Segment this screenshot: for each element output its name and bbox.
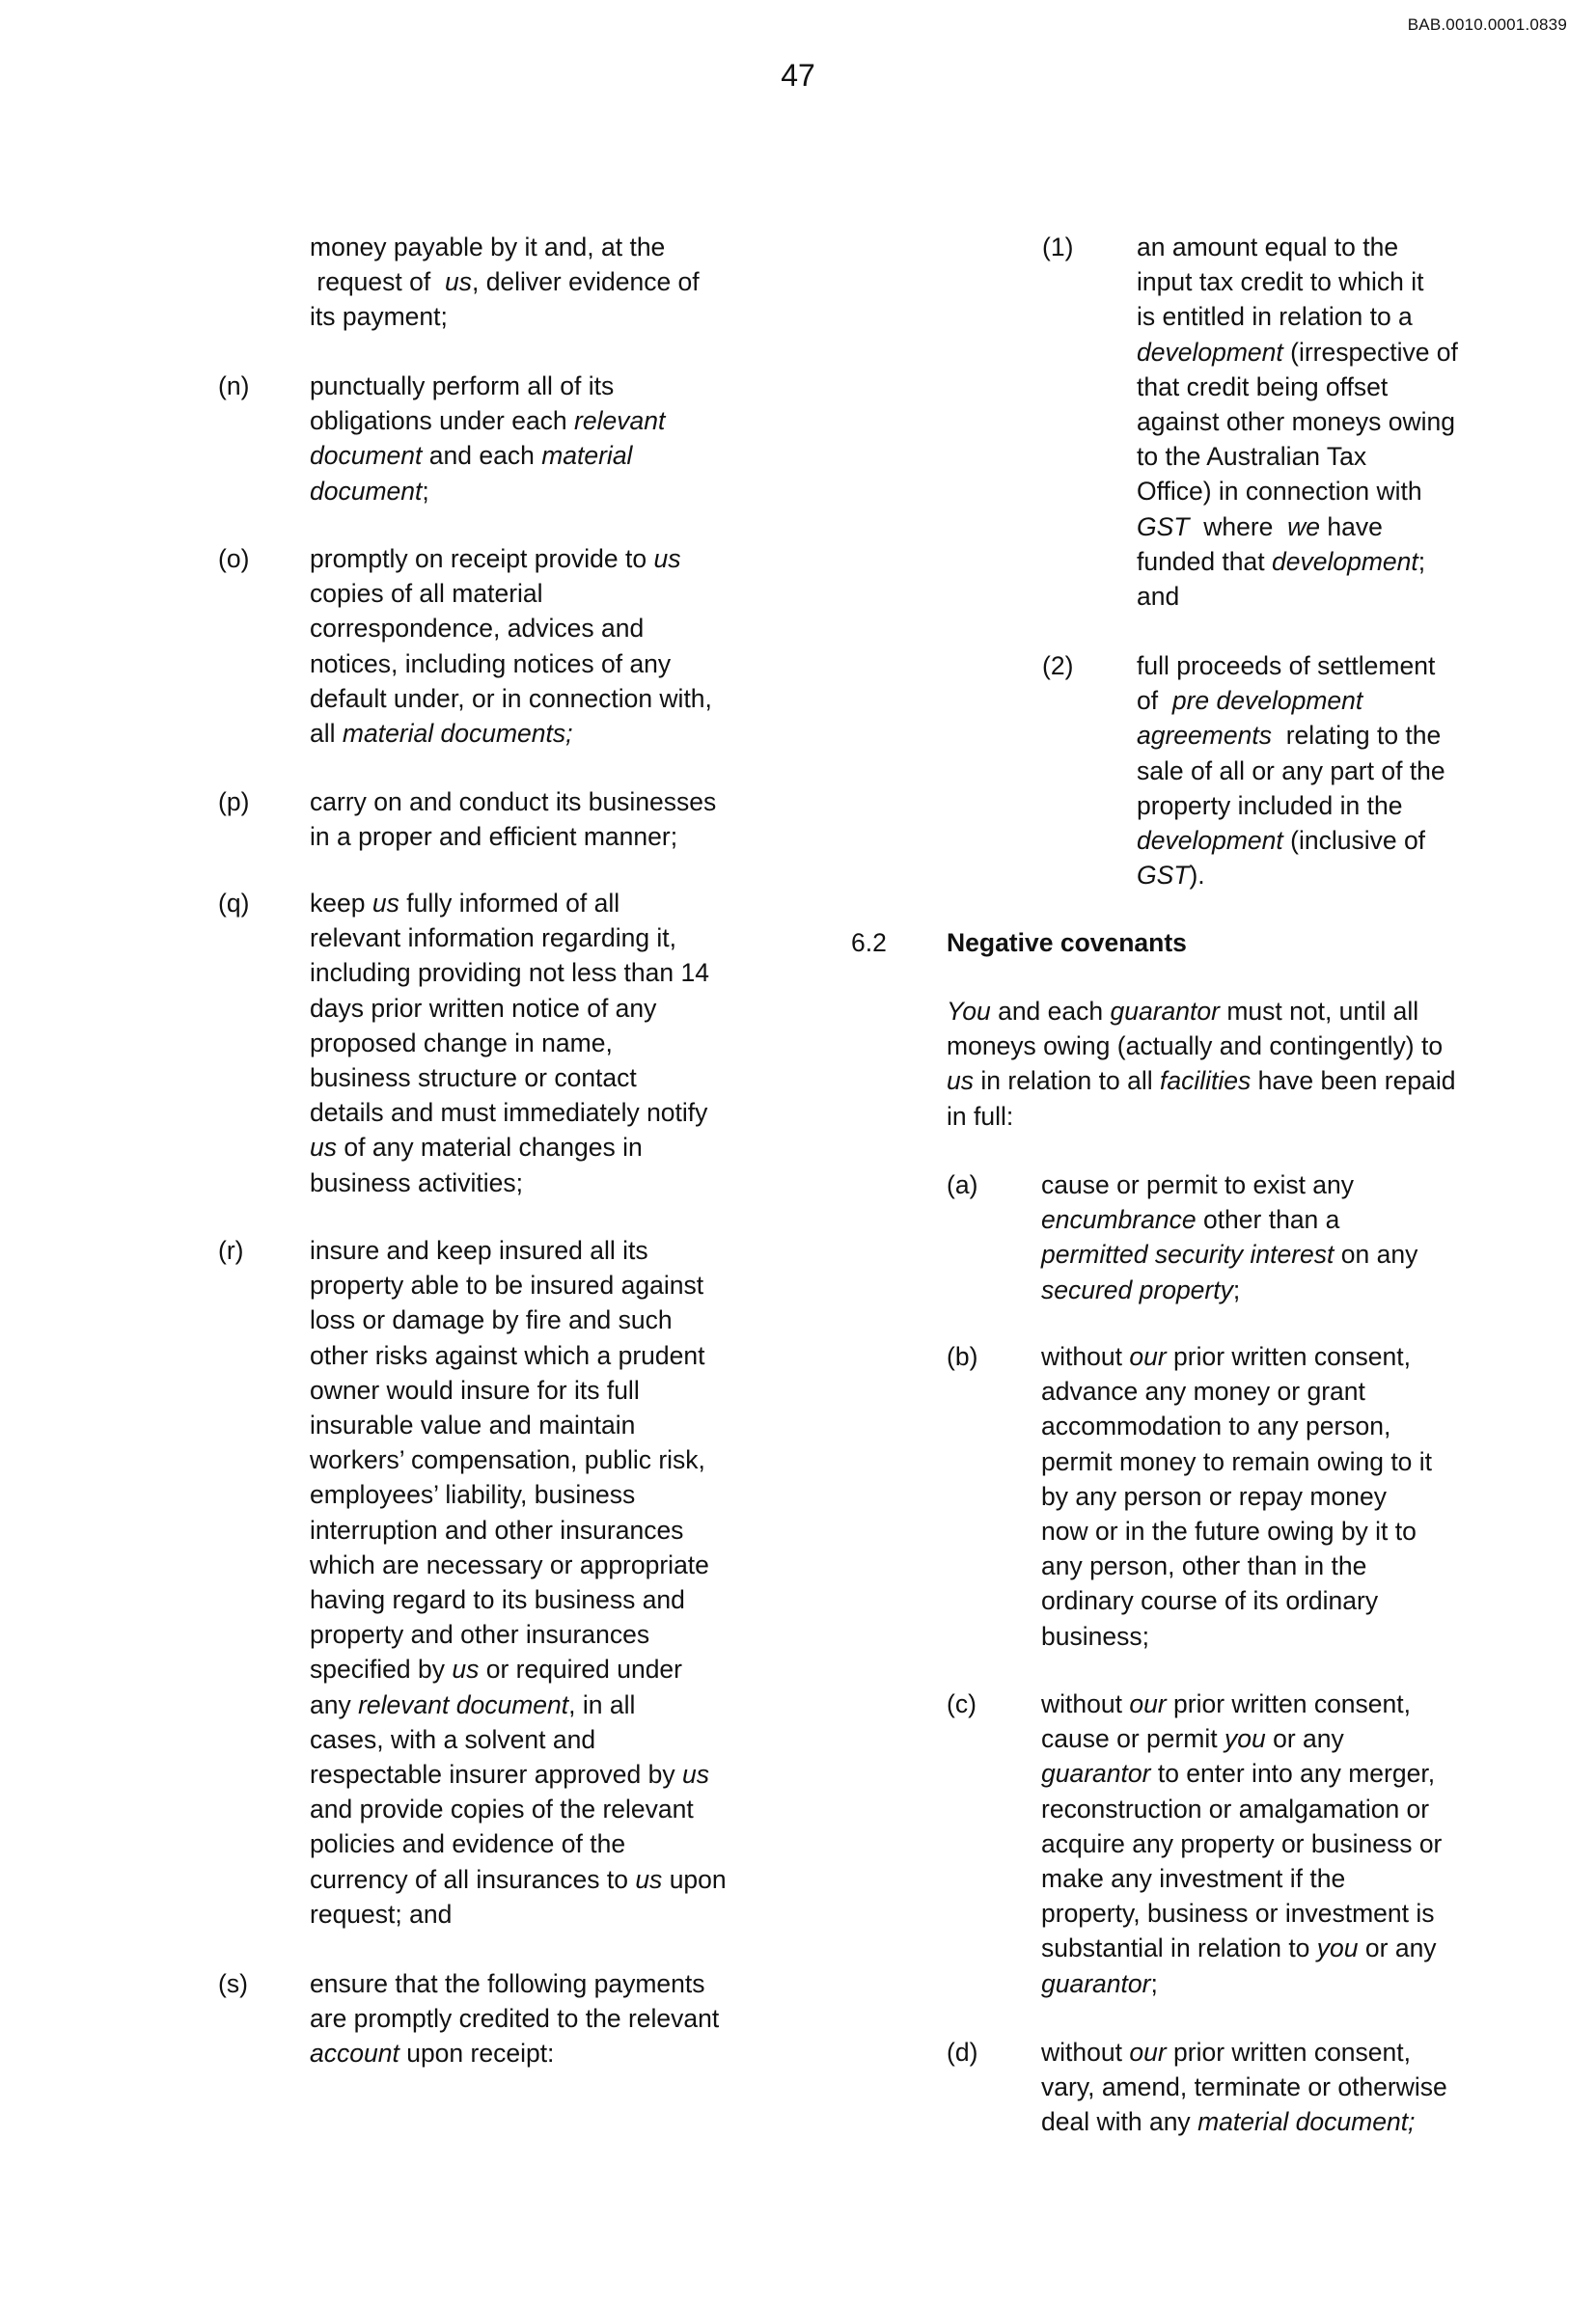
document-id: BAB.0010.0001.0839 xyxy=(1407,15,1567,34)
item-label: (q) xyxy=(218,889,250,918)
item-label: (1) xyxy=(1042,233,1074,261)
item-label: (p) xyxy=(218,787,250,816)
item-text: without our prior written consent, advance any money or grant accommodation to any person, permit money to remain owing to it by any person or repay money now or in the future owing by it to any person, other than in the ordinary course of its ordinary business; xyxy=(1041,1342,1433,1651)
item-label: (d) xyxy=(947,2038,978,2067)
item-label: (2) xyxy=(1042,651,1074,680)
item-text: without our prior written consent, cause or permit you or any guarantor to enter into any merger, reconstruction or amalgamation or acquire any property or business or make any investment if the property, business or investment is substantial in relation to you or any guarantor; xyxy=(1041,1689,1443,1998)
section-intro: You and each guarantor must not, until all moneys owing (actually and contingently) to us in relation to all facilities have been repaid in full: xyxy=(947,997,1456,1131)
item-text: ensure that the following payments are promptly credited to the relevant account upon receipt: xyxy=(310,1969,720,2069)
item-text: an amount equal to the input tax credit to which it is entitled in relation to a development (irrespective of that credit being offset against other moneys owing to the Australian Tax Office) in connection with GST where we have funded that development; and xyxy=(1137,233,1458,612)
page-number: 47 xyxy=(781,58,815,93)
item-label: (a) xyxy=(947,1170,978,1199)
section-heading: Negative covenants xyxy=(947,928,1187,957)
item-text: insure and keep insured all its property able to be insured against loss or damage by fire and such other risks against which a prudent owner would insure for its full insurable value and maintain workers’ compensation, public risk, employees’ liability, business interruption and other insurances which are necessary or appropriate having regard to its business and property and other insurances specified by us or required under any relevant document, in all cases, with a solvent and respectable insurer approved by us and provide copies of the relevant policies and evidence of the currency of all insurances to us upon request; and xyxy=(310,1236,727,1929)
item-label: (b) xyxy=(947,1342,978,1371)
item-text: promptly on receipt provide to us copies of all material correspondence, advices and notices, including notices of any default under, or in connection with, all material documents; xyxy=(310,544,712,749)
item-text: full proceeds of settlement of pre development agreements relating to the sale of all or any part of the property included in the development (inclusive of GST). xyxy=(1137,651,1445,891)
item-text: punctually perform all of its obligations under each relevant document and each material document; xyxy=(310,371,666,506)
item-text: carry on and conduct its businesses in a proper and efficient manner; xyxy=(310,787,717,852)
item-label: (o) xyxy=(218,544,250,573)
section-number: 6.2 xyxy=(851,928,887,957)
item-text: without our prior written consent, vary, amend, terminate or otherwise deal with any material document; xyxy=(1041,2038,1447,2137)
item-text: cause or permit to exist any encumbrance other than a permitted security interest on any secured property; xyxy=(1041,1170,1418,1304)
item-label: (n) xyxy=(218,371,250,400)
item-label: (s) xyxy=(218,1969,248,1998)
item-text: keep us fully informed of all relevant information regarding it, including providing not less than 14 days prior written notice of any proposed change in name, business structure or contact details and must immediately notify us of any material changes in business activities; xyxy=(310,889,709,1197)
item-label: (r) xyxy=(218,1236,244,1265)
item-label: (c) xyxy=(947,1689,977,1718)
continuation-paragraph: money payable by it and, at the request of us, deliver evidence of its payment; xyxy=(310,233,700,332)
